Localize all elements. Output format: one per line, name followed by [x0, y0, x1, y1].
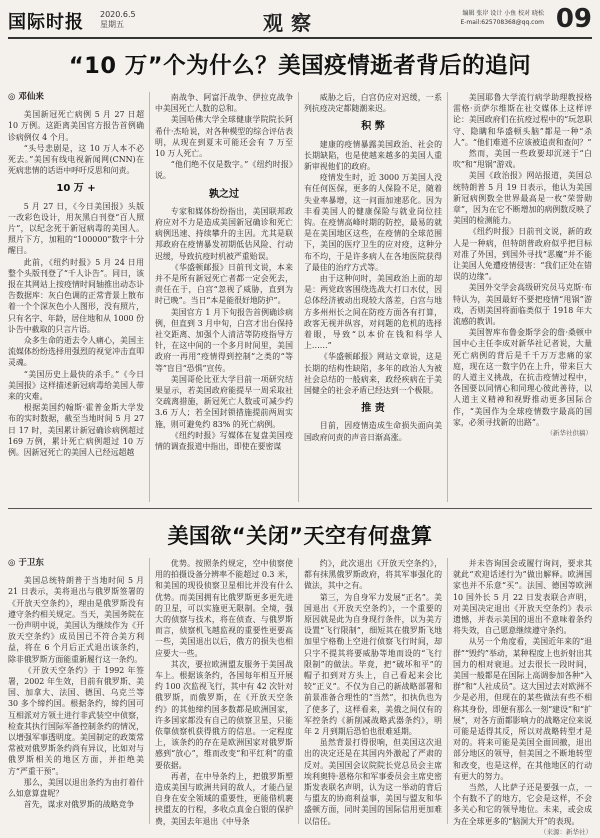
paragraph: 虽然背景打得很响，但美国这次退出的决定还是在其国内外激起了严肃的反对。美国国会议院院长党总员会主席埃利奥特·恩格尔和军事委员会主席史密斯发表联名声明，认为这一举动的背后与盟友的协商利益事，美国与盟友和华盛顿方面，同时美国的国际信用更加难以信任。: [304, 738, 442, 826]
subhead-accumulated-ills: 积 弊: [361, 121, 385, 133]
article2-column-3: [304, 558, 442, 826]
paragraph: 此前，《纽约时报》5 月 24 日用整个头版刊登了“千人讣告”。同日，该报在其网站上按疫情时间轴推出动态讣告数据库：灰白色调的正常背景上散布着一个个深灰色小人图形，没有照片，只有名字、年龄，居住地和从 1000 份讣告中截取的只言片语。: [8, 257, 144, 334]
subhead-100k: 10 万 +: [56, 183, 96, 195]
article1-credit: （新华社供稿）: [546, 429, 592, 438]
paragraph: 由于这种问时，美国政治上面的却是：两党政客围绕选战大打口水仗，因总体经济被动出现较大落差，白宫与地方多州州长之间在防疫方面各有打算，政客无视并纵容，对问题的危机的选择着眼，导致“以本价在钱和科学人上……”: [304, 274, 442, 351]
a2c4-paras: [453, 558, 592, 827]
date-text: 2020.6.5: [100, 10, 136, 19]
article1-column-2: [155, 92, 293, 502]
paragraph: 众多生命的逝去令人痛心，美国主流媒体纷纷选择用强烈的视觉冲击直叩灵魂。: [8, 336, 144, 368]
a1c2-paras: [155, 92, 293, 182]
paragraph: 那么，美国以退出条约为由打着什么如意算盘呢？: [8, 777, 144, 799]
paragraph: 优势。按照条约规定，空中侦察使用的拍摄设备分辨率不能超过 0.3 米，和美国的现役侦察卫星相比并没有什么优势。而美国拥有比俄罗斯更多更先进的卫星，可以实施更无限制。全境，强大的侦察与技术，将在侦查、与俄罗斯而言，侦察机飞越监视的重要性更要高一些，美国退出以后，俄方的损失也相应要大一些。: [155, 559, 293, 658]
page-number: 09: [555, 4, 592, 34]
a1c2b-paras: [155, 206, 293, 452]
a2c3-paras: [304, 558, 442, 827]
column-divider: [447, 558, 448, 824]
paragraph: 首先，谋求对俄罗斯的战略竞争: [23, 800, 135, 810]
paragraph: 美国哥伦比亚大学目前一项研究结果显示，若美国政府能提早一周采取社交疏离措施，新冠死亡人数或可减少约 3.6 万人；若全国封锁措施提前两周实施，则可避免约 83% 的死亡病例。: [155, 374, 293, 429]
column-divider: [149, 92, 150, 502]
paragraph: “美国历史上最快的杀手。”《今日美国报》这样描述新冠病毒给美国人带来的灾难。: [8, 369, 144, 402]
column-divider: [298, 92, 299, 502]
a1c3b-paras: [304, 139, 442, 397]
issue-date: [100, 10, 136, 30]
column-divider: [447, 92, 448, 502]
page-header: [8, 4, 592, 38]
paragraph: 美国《政治报》网站报道，美国总统特朗普 5 月 19 日表示，他认为美国新冠病例数全世界最高是一枚“荣誉勋章”，因为在它不断增加的病例数反映了美国的检测能力。: [453, 171, 592, 226]
column-divider: [298, 558, 299, 824]
article-separator: [8, 508, 592, 509]
paragraph: 美国外交学会高级研究员马克斯·布特认为，美国最好不要把疫情“甩锅”游戏，否则美国将面临类似于 1918 年大流感的教训。: [453, 283, 592, 327]
paragraph: 美国总统特朗普于当地时间 5 月 21 日表示，美将退出与俄罗斯签署的《开放天空条约》，理由是俄罗斯没有遵守条约相关规定。当天，美国务院在一份声明中说，美国认为继续作为《开放天空条约》成员国已不符合美方利益，将在 6 个月后正式退出该条约，除非俄罗斯方面能重新履行这一条约。: [8, 576, 144, 664]
paragraph: 美国耶鲁大学流行病学助理教授格雷格·贡萨尔维斯在社交媒体上这样评论：美国政府们在抗疫过程中的“玩忽职守、隐瞒和华盛顿头脑”都是一种“杀人”。“他们难道不应该被追责和查问？”: [453, 93, 592, 147]
paragraph: 再者，在中导条约上，把俄罗斯塑造成美国与欧洲共同的敌人，才能凸显自身在安全领域的重要性，更能借机裹挟盟友的行程，多收点真金白银的保护费，美国去年退出《中导条: [155, 771, 293, 826]
paragraph: 约》，此次退出《开放天空条约》，都有抹黑俄罗斯政府，将其军事强化的做法，其中之有。: [304, 559, 442, 591]
paragraph: 5 月 27 日，《今日美国报》头版一改彩色设计，用灰黑白刊登“百人照片”，以纪念死于新冠病毒的美国人。照片下方，加粗的“100000”数字十分醒目。: [8, 201, 144, 256]
masthead-logo: 国际时报: [8, 12, 84, 33]
paragraph: 根据美国约翰斯·霍普金斯大学发布的实时数据，截至当地时间 5 月 27 日 17 时，美国累计新冠确诊病例超过 169 万例，累计死亡病例超过 10 万例。因新冠死亡的美国人已经远超越: [8, 403, 144, 458]
paragraph: 《华盛顿邮报》日前刊文说，本来并不是所有新冠死亡者都一定会死去，责任在于，白宫“忽视了威胁，直到为时已晚”。当日“本是能很好地防护”。: [155, 262, 293, 306]
paragraph: 《纽约时报》日前刊文说，新的政人是一种病，但特朗普政府似乎把目标对准了外国，到国外寻找“恶魔”并不能让美国人免遭疫情侵害：“我们正处在错误的边缘”。: [453, 227, 592, 282]
weekday-text: 星期五: [100, 20, 124, 29]
paragraph: 第三，为自身军力发展“正名”。美国退出《开放天空条约》，一个重要的原因就是此为自身现行条件，以为美方设置“飞行限制”，细短其在俄罗斯飞地加里宁格勒上空进行侦察飞行时间，却只字不提其将要威胁等地而设的“飞行限制”的做法。毕竟，把“破坏和平”的帽子扣到对方头上，自己看起来会比较“正义”。不仅为自己的新战略部署和前景准备合理性的“当然”，扣执仇也为了使多了，这样看来，美俄之间仅有的军控条约《新削减战略武器条约》，明年 2 月到期后恐怕也很难延期。: [304, 592, 442, 737]
paragraph: 专家和媒体纷纷指出，美国联邦政府应对不力是造成美国新冠确诊和死亡病例迅速、持续攀升的主因。尤其是联邦政府在疫情暴发初期低估风险、行动迟缓，导致抗疫时机被严重贻误。: [155, 206, 293, 261]
a2c1-paras: [8, 575, 144, 810]
a1c3-paras: [304, 92, 442, 114]
article2-headline: 美国欲“关闭”天空有何盘算: [167, 524, 433, 548]
subhead-shifting-blame: 推 责: [361, 403, 385, 415]
article2-byline: ◎ 于卫东: [8, 558, 44, 568]
paragraph: 美国新冠死亡病例 5 月 27 日超 10 万例。这距离美国官方报告首例确诊病例仅 4 个月。: [8, 110, 144, 142]
paragraph: “头号悲剧是，这 10 万人本不必死去。”美国有线电视新闻网(CNN)在死病悲情的话语中呼吁反思和问责。: [8, 143, 144, 176]
section-title: 观察: [263, 11, 319, 35]
paragraph: 目前，因疫情造成生命损失面向美国政府问责的声音日渐高涨。: [304, 421, 442, 442]
article1-column-4: [453, 92, 592, 502]
article1-column-1: [8, 90, 144, 502]
paragraph: 威胁之后，白宫仍应对迟缓，一系列抗疫决定都随潮来迟。: [304, 93, 442, 114]
paragraph: 其次，要拉欧洲盟友服务于美国战车上。根据该条约，各国每年相互开展约 100 次监视飞行，其中有 42 次针对俄罗斯，而俄罗斯，在《开放天空条约》的其他缔约国多数都是欧洲国家，许多国家都没有自己的侦察卫星，只能依靠侦察机获得俄方的信息。一定程度上，该条约的存在是欧洲国家对俄罗斯感到“放心”，维而改变“和平红利”的重要依据。: [155, 659, 293, 770]
a1c3c-paras: [304, 420, 442, 442]
paragraph: 当然，人比萨子还是要强一点，一个有数不了的地方，它会是这样，不会多关心和它的领导地位。未来，或会成为在全球更多的“脑洞大开”的表现。: [453, 783, 592, 826]
header-rule: [8, 37, 592, 39]
column-divider: [149, 558, 150, 824]
paragraph: 《华盛顿邮报》网站文章说，这是长期的结构性缺陷，多年的政治人为被社会总结的一般病来，政经疾病在于美国健全的社会矛盾已经达到一个极限。: [304, 352, 442, 396]
article1-byline: ◎ 邓仙来: [8, 92, 44, 102]
a2c2-paras: [155, 558, 293, 827]
paragraph: 《开放天空条约》于 1992 年签署，2002 年生效，目前有俄罗斯、美国、加拿大、法国、德国、乌克兰等 30 多个缔约国。根据条约，缔约国可互相派对方领土进行非武装空中侦察，检查其执行国际军备控制条约的情况，以增强军事透明度。美国制定的政策常常被对俄罗斯条约尚有异议，比如对与俄罗斯相关的地区方面，并拒绝美方“严重干预”。: [8, 665, 144, 776]
subhead-whose-fault: 孰之过: [209, 188, 239, 200]
paragraph: 南战争、阿富汗战争、伊拉克战争中美国死亡人数的总和。: [155, 93, 293, 114]
a1c1b-paras: [8, 201, 144, 459]
paragraph: 美国智库布鲁金斯学会的詹·桑顿中国中心主任李成对新华社记者说，大量死亡病例的背后是千千万万悲痛的家庭，现在这一数字仍在上升，带来巨大的人道主义挑战，在抗击疫情过程中，各国要以同情心和同理心彼此善待，以人道主义精神和视野推动更多国际合作，“美国作为全球疫情数字最高的国家，必须寻找新的出路”。: [453, 328, 592, 427]
article1-column-3: [304, 92, 442, 502]
paragraph: 从另一个角度看，美国近年来的“退群”“毁约”举动，某种程度上也折射出其国力的相对衰退。过去很长一段时间，美国一般都是在国际上高调参加各种“入群”和“人社成员”。这大国过去对欧洲不少是必用，但现在的某些做法有些不相称其身份，即便有那么一刻“建设”和“扩展”，对各方面都影响力的战略定位来说可能是适得其反，所以对战略转型才是对的。将来可能是美国全面回撤，退出部分地区的领导，但美国之不断地转型和改变，也是这样，在其他地区的行动有更大的努力。: [453, 637, 592, 781]
paragraph: 《纽约时报》写媒体在复盘美国疫情的调查报道中指出，即使在要密谋: [155, 430, 293, 452]
article1-headline: “10 万”个为什么？美国疫情逝者背后的追问: [68, 53, 532, 79]
editor-credits: [460, 9, 544, 27]
a1c4-paras: [453, 92, 592, 428]
a1c1-paras: [8, 109, 144, 176]
paragraph: 然而，美国一些政要却沉迷于“白吹”和“甩锅”游戏。: [453, 149, 592, 170]
paragraph: 建康的疫情暴露美国政治、社会的长期缺陷，也是使越来越多的美国人重新审视他们的政府。: [304, 139, 442, 172]
paragraph: “他们绝不仅是数字。”《纽约时报》说。: [155, 160, 293, 181]
editor-line: 编辑 张岸 设计 小鱼 校对 晓松: [462, 10, 544, 17]
paragraph: 美国官方 1 月下旬报告首例确诊病例，但直到 3 月中旬，白宫才出台保持社交距离、加强个人清洁等防疫指导方针，在这中间的一个多月时间里，美国政府一再用“疫情得到控制”之类的“等等”盲目“恐惧”宣传。: [155, 307, 293, 373]
article2-column-1: [8, 556, 144, 826]
paragraph: 并未咨询国会或履行询问，要求其就此“欢迎话述行为”做出解释。欧洲国家也并不乐意“买”。法国、德国等欧洲 10 国外长 5 月 22 日发表联合声明，对美国决定退出《开放天空条约》表示遗憾，并表示美国的退出不意味着条约将失效，自己愿意继续遵守条约。: [453, 559, 592, 636]
article2-column-4: [453, 558, 592, 836]
paragraph: 疫情发生时，近 3000 万美国人没有任何医保，更多的人保险不足，随着失业率暴增，这一问面加速恶化。因为丰看美国人的健康保险与就业岗位挂钩。在疫情高峰时期的防控，最易的就是在美国地区这些，在疫情的全球范围下，美国的医疗卫生的应对疫，这种分布不均，于是许多病人在各地医院获得了最佳的治疗方式等。: [304, 173, 442, 272]
email-line: E-mail:625708368@qq.com: [460, 19, 544, 26]
article2-credit: （来源：新华社）: [540, 827, 592, 836]
article2-column-2: [155, 558, 293, 826]
paragraph: 美国哈佛大学全球健康学院院长阿希什·杰哈说，对各种模型的综合评估表明，从现在到夏末可能还会有 7 万至 10 万人死亡。: [155, 115, 293, 159]
